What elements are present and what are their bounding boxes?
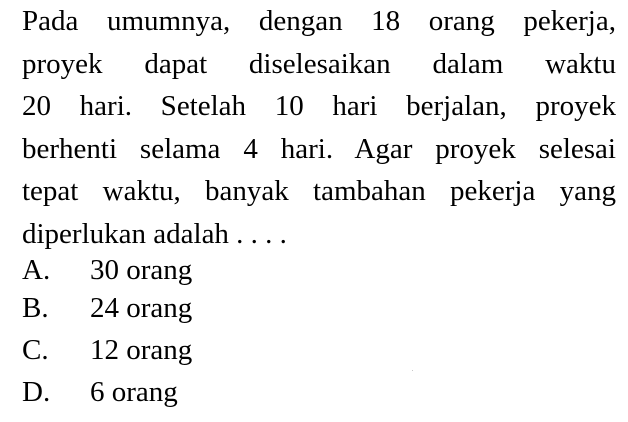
option-b-text: 24 orang — [90, 292, 193, 324]
question-line-4: berhenti selama 4 hari. Agar proyek selesai — [22, 133, 616, 165]
option-a-letter: A. — [22, 254, 51, 286]
scan-speck — [412, 370, 413, 371]
option-d-letter: D. — [22, 376, 51, 408]
question-line-5: tepat waktu, banyak tambahan pekerja yang — [22, 175, 616, 207]
option-b-letter: B. — [22, 292, 49, 324]
option-a-text: 30 orang — [90, 254, 193, 286]
question-line-3: 20 hari. Setelah 10 hari berjalan, proyek — [22, 90, 616, 122]
question-line-2: proyek dapat diselesaikan dalam waktu — [22, 48, 616, 80]
option-c-text: 12 orang — [90, 334, 193, 366]
option-d-text: 6 orang — [90, 376, 178, 408]
option-c-letter: C. — [22, 334, 49, 366]
question-line-1: Pada umumnya, dengan 18 orang pekerja, — [22, 5, 616, 37]
question-line-6: diperlukan adalah . . . . — [22, 218, 287, 250]
